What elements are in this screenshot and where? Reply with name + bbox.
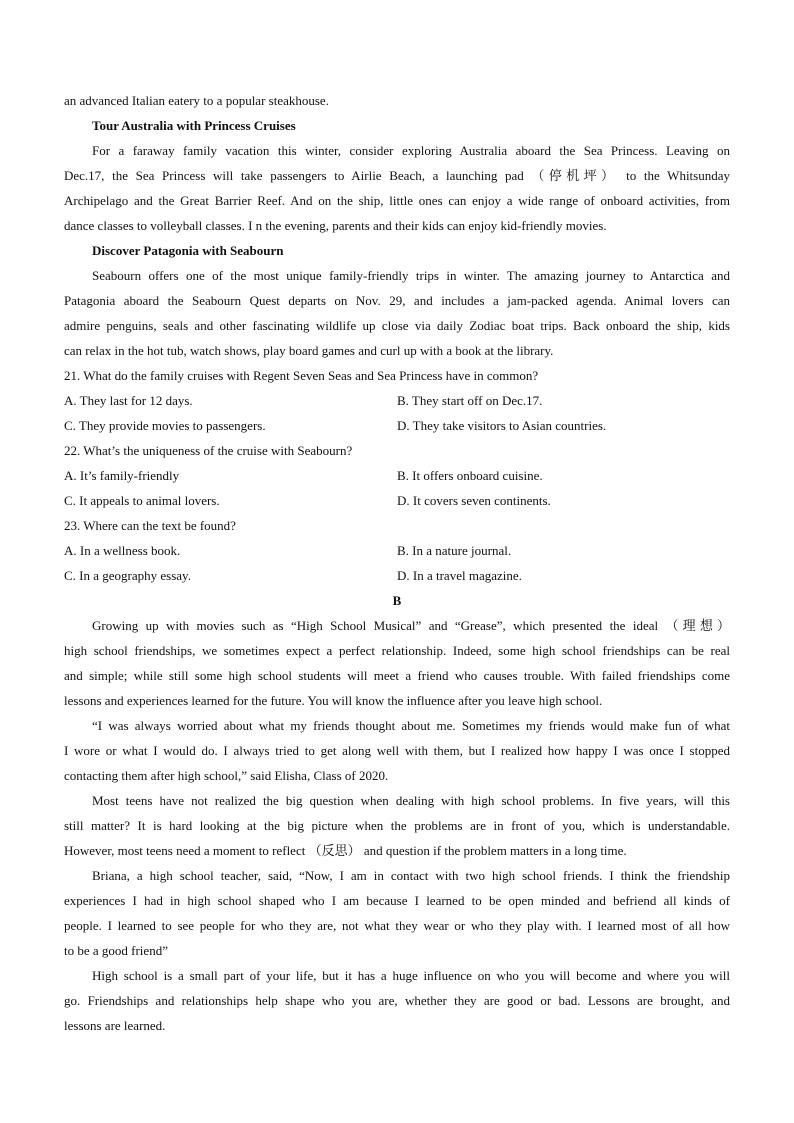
- option-b: B. In a nature journal.: [397, 543, 512, 558]
- option-d: D. They take visitors to Asian countries.: [397, 418, 607, 433]
- options-row: [64, 563, 730, 588]
- paragraph-line: experiences I had in high school shaped who I am because I learned to be open minded and befriend all kinds of: [64, 893, 730, 908]
- paragraph-line: contacting them after high school,” said Elisha, Class of 2020.: [64, 768, 389, 783]
- paragraph-line: lessons and experiences learned for the future. You will know the influence after you leave high school.: [64, 693, 603, 708]
- section-line: admire penguins, seals and other fascinating wildlife up close via daily Zodiac boat trips. Back onboard the ship, kids: [64, 318, 730, 333]
- question-stem-22: 22. What’s the uniqueness of the cruise with Seabourn?: [64, 443, 353, 458]
- options-row: [64, 538, 730, 563]
- option-d: D. In a travel magazine.: [397, 568, 522, 583]
- section-line: Dec.17, the Sea Princess will take passengers to Airlie Beach, a launching pad （停机坪） to the Whitsunday: [64, 168, 730, 183]
- section-line: Archipelago and the Great Barrier Reef. And on the ship, little ones can enjoy a wide range of onboard activities, from: [64, 193, 730, 208]
- option-a: A. They last for 12 days.: [64, 393, 193, 408]
- paragraph-line: still matter? It is hard looking at the big picture when the problems are in front of you, which is understandable.: [64, 818, 730, 833]
- option-a: A. In a wellness book.: [64, 543, 181, 558]
- paragraph-line: Most teens have not realized the big question when dealing with high school problems. In five years, will this: [92, 793, 730, 808]
- option-a: A. It’s family-friendly: [64, 468, 180, 483]
- paragraph-line: and simple; while still some high school students will meet a friend who causes trouble. With failed friendships come: [64, 668, 730, 683]
- option-b: B. They start off on Dec.17.: [397, 393, 543, 408]
- paragraph-line: to be a good friend”: [64, 943, 168, 958]
- section-heading-seabourn: Discover Patagonia with Seabourn: [92, 243, 284, 258]
- paragraph-line: Growing up with movies such as “High School Musical” and “Grease”, which presented the ideal （理想）: [92, 618, 730, 633]
- passage-b-heading: B: [392, 593, 402, 608]
- paragraph-line: However, most teens need a moment to reflect （反思） and question if the problem matters in a long time.: [64, 843, 627, 858]
- options-row: [64, 413, 730, 438]
- question-stem-23: 23. Where can the text be found?: [64, 518, 236, 533]
- section-line: Patagonia aboard the Seabourn Quest departs on Nov. 29, and includes a jam-packed agenda. Animal lovers can: [64, 293, 730, 308]
- options-row: [64, 488, 730, 513]
- paragraph-line: Briana, a high school teacher, said, “Now, I am in contact with two high school friends. I think the friendship: [92, 868, 730, 883]
- option-c: C. It appeals to animal lovers.: [64, 493, 220, 508]
- option-c: C. They provide movies to passengers.: [64, 418, 266, 433]
- paragraph-line: people. I learned to see people for who they are, not what they wear or who they play with. I learned most of all how: [64, 918, 730, 933]
- options-row: [64, 388, 730, 413]
- question-stem-21: 21. What do the family cruises with Regent Seven Seas and Sea Princess have in common?: [64, 368, 539, 383]
- paragraph-line: high school friendships, we sometimes expect a perfect relationship. Indeed, some high school friendships can be real: [64, 643, 730, 658]
- paragraph-line: I wore or what I would do. I always tried to get along well with them, but I realized how happy I was once I stopped: [64, 743, 730, 758]
- paragraph-line: High school is a small part of your life, but it has a huge influence on who you will become and where you will: [92, 968, 730, 983]
- paragraph-line: “I was always worried about what my friends thought about me. Sometimes my friends would make fun of what: [92, 718, 730, 733]
- section-line: dance classes to volleyball classes. I n the evening, parents and their kids can enjoy kid-friendly movies.: [64, 218, 607, 233]
- paragraph-line: lessons are learned.: [64, 1018, 166, 1033]
- section-line: Seabourn offers one of the most unique family-friendly trips in winter. The amazing journey to Antarctica and: [92, 268, 730, 283]
- section-line: For a faraway family vacation this winter, consider exploring Australia aboard the Sea Princess. Leaving on: [92, 143, 730, 158]
- paragraph-line: go. Friendships and relationships help shape who you are, whether they are good or bad. Lessons are brought, and: [64, 993, 730, 1008]
- intro-tail: an advanced Italian eatery to a popular steakhouse.: [64, 93, 329, 108]
- option-b: B. It offers onboard cuisine.: [397, 468, 543, 483]
- option-d: D. It covers seven continents.: [397, 493, 551, 508]
- option-c: C. In a geography essay.: [64, 568, 191, 583]
- options-row: [64, 463, 730, 488]
- section-heading-princess: Tour Australia with Princess Cruises: [92, 118, 296, 133]
- section-line: can relax in the hot tub, watch shows, play board games and curl up with a book at the library.: [64, 343, 554, 358]
